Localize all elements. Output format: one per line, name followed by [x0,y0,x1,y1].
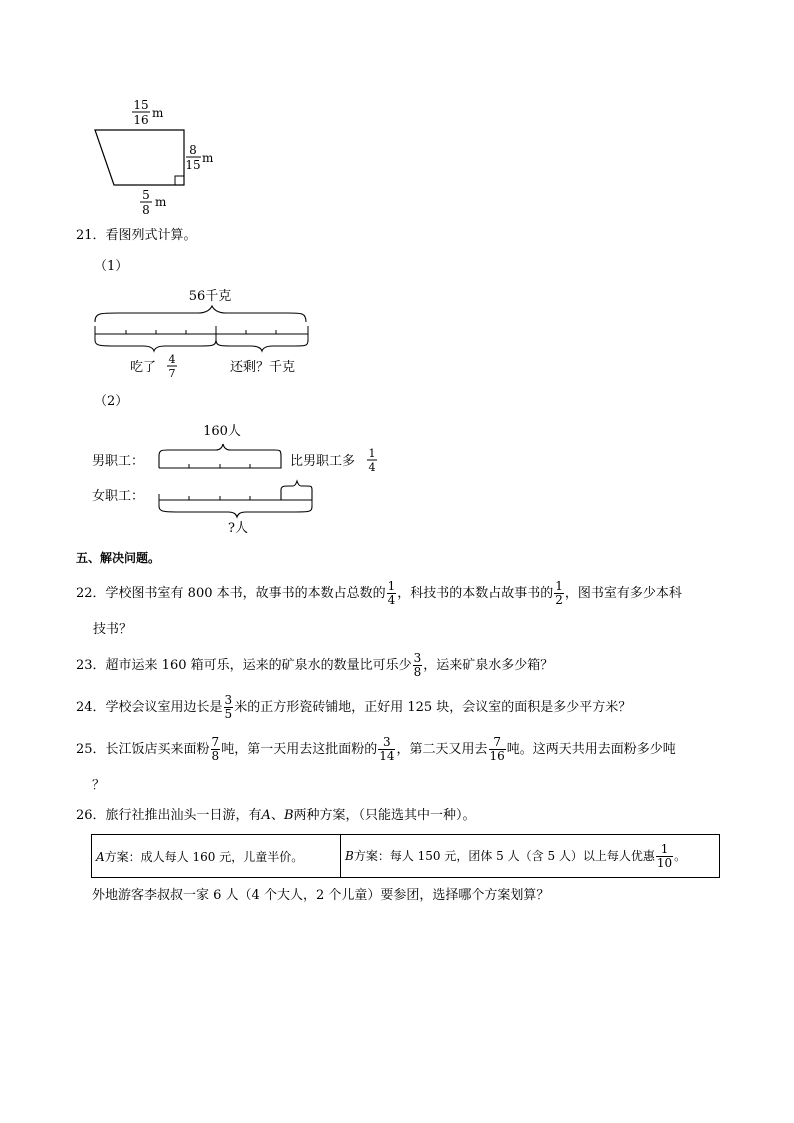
q25-text-b: 吨，第一天用去这批面粉的 [221,742,378,757]
eaten-frac-num: 4 [168,353,176,366]
q25-text-d: 吨。这两天共用去面粉多少吨 [506,742,676,757]
q21-diagram1 [88,282,328,382]
q25-text-a: 25．长江饭店买来面粉 [76,742,210,757]
trapezoid-shape [95,130,184,185]
q21-part2-label: （2） [94,394,129,409]
q25-frac3: $\frac{7}{16}$ [489,735,505,763]
bottom-den: 8 [142,203,150,217]
q24-text-b: 米的正方形瓷砖铺地，正好用 125 块，会议室的面积是多少平方米？ [234,700,632,715]
q25-frac1: $\frac{7}{8}$ [211,735,220,763]
q22-frac1: $\frac{1}{4}$ [387,579,396,607]
top-unit: m [152,106,164,120]
q25-text-c: ，第二天又用去 [396,742,488,757]
more-label: 比男职工多 [290,454,356,469]
q21-part1-label: （1） [94,259,129,274]
eaten-frac-den: 7 [168,367,176,380]
q24-line [76,694,631,721]
q22-text-a: 22．学校图书室有 800 本书，故事书的本数占总数的 [76,586,386,601]
q22-text-c: ，图书室有多少本科 [564,586,682,601]
plans-table [91,834,720,878]
q23-text-a: 23．超市运来 160 箱可乐，运来的矿泉水的数量比可乐少 [76,658,412,673]
more-frac-den: 4 [368,461,376,474]
plan-b-cell: B方案：每人 150 元，团体 5 人（含 5 人）以上每人优惠 $\frac{1}{10}$ 。 [341,835,720,878]
trapezoid-figure [80,92,230,220]
right-angle-mark [175,176,184,185]
male-total-label: 160人 [203,424,241,439]
right-den: 15 [185,158,201,172]
right-num: 8 [189,143,197,157]
bottom-unit: m [155,195,167,209]
top-num: 15 [133,98,149,112]
segment-ticks [95,326,308,340]
q23-frac: $\frac{3}{8}$ [413,651,422,679]
q25-line2: ？ [92,778,106,793]
section5-title: 五、解决问题。 [76,551,161,565]
female-label: 女职工： [92,489,145,504]
eaten-brace [95,340,216,351]
q26-sep: 、 [270,808,284,823]
male-ticks [189,464,250,468]
eaten-label: 吃了 [130,360,157,375]
top-brace [95,306,306,322]
remain-label: 还剩？千克 [230,360,296,375]
extra-brace [281,481,312,500]
q22-line2: 技书？ [93,622,133,637]
q26-stem-a: 26．旅行社推出汕头一日游，有 [76,808,262,823]
q26-letter-a: A [261,808,271,823]
more-frac-num: 1 [368,447,376,460]
q22-text-b: ，科技书的本数占故事书的 [397,586,554,601]
q24-frac: $\frac{3}{5}$ [224,693,233,721]
male-label: 男职工： [92,454,145,469]
q25-line1 [76,736,676,763]
total-weight-label: 56千克 [188,289,232,304]
q24-text-a: 24．学校会议室用边长是 [76,700,223,715]
female-brace [159,506,312,517]
bottom-num: 5 [142,188,150,202]
female-total-label: ?人 [228,521,248,536]
plan-b-frac: $\frac{1}{10}$ [656,841,673,870]
q23-line [76,652,553,679]
q21-diagram2 [92,418,392,540]
q22-frac2: $\frac{1}{2}$ [555,579,563,607]
q22-line1 [76,580,682,607]
top-den: 16 [133,113,149,127]
q26-question: 外地游客李叔叔一家 6 人（4 个大人，2 个儿童）要参团，选择哪个方案划算？ [92,888,550,903]
q26-letter-b: B [283,808,294,823]
q26-stem [76,806,476,826]
q26-stem-b: 两种方案，（只能选其中一种）。 [293,808,476,823]
remain-brace [216,340,308,351]
q25-frac2: $\frac{3}{14}$ [379,735,395,763]
q21-stem: 21．看图列式计算。 [76,228,197,243]
plan-a-cell: A方案：成人每人 160 元，儿童半价。 [92,835,341,878]
right-unit: m [202,151,214,165]
q23-text-b: ，运来矿泉水多少箱？ [423,658,554,673]
